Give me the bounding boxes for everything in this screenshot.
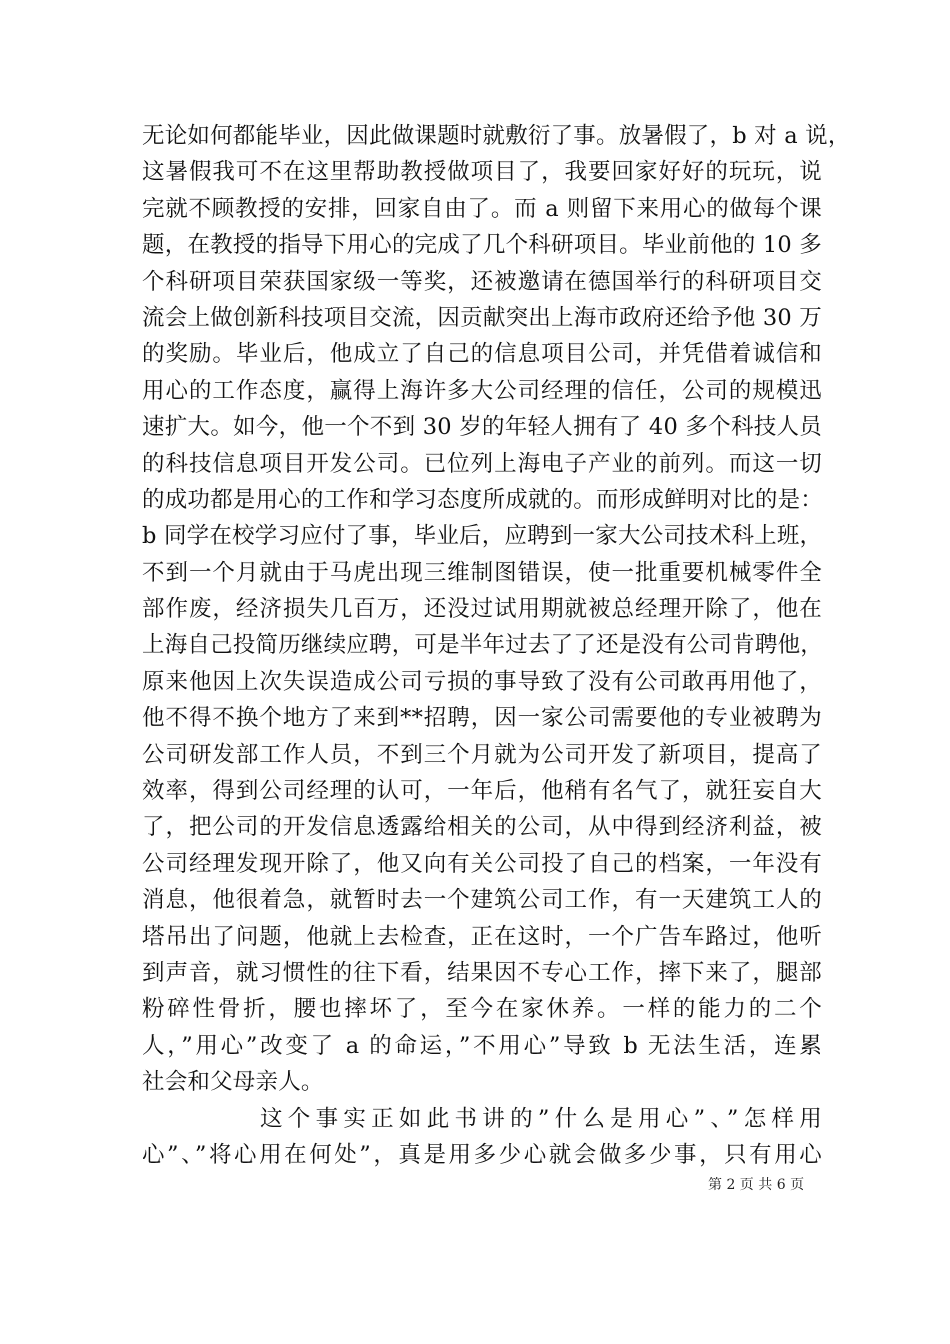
text-line: 人，”用心”改变了 a 的命运，”不用心”导致 b 无法生活，连累	[142, 1032, 822, 1059]
text-line: 粉碎性骨折，腰也摔坏了，至今在家休养。一样的能力的二个	[142, 996, 822, 1023]
text-line: 无论如何都能毕业，因此做课题时就敷衍了事。放暑假了，b 对 a 说，	[142, 123, 851, 149]
text-line: 塔吊出了问题，他就上去检查，正在这时，一个广告车路过，他听	[142, 923, 822, 950]
text-line: 上海自己投简历继续应聘，可是半年过去了了还是没有公司肯聘他，	[142, 632, 824, 659]
page-number-footer: 第 2 页 共 6 页	[708, 1177, 805, 1193]
text-line: 的科技信息项目开发公司。已位列上海电子产业的前列。而这一切	[142, 450, 822, 477]
text-line: 速扩大。如今，他一个不到 30 岁的年轻人拥有了 40 多个科技人员	[142, 414, 822, 441]
text-line: 的奖励。毕业后，他成立了自己的信息项目公司，并凭借着诚信和	[142, 341, 822, 368]
text-line: 了，把公司的开发信息透露给相关的公司，从中得到经济利益，被	[142, 814, 822, 841]
paragraph-1	[142, 118, 851, 1101]
text-line: 他不得不换个地方了来到**招聘，因一家公司需要他的专业被聘为	[142, 705, 822, 732]
text-line: b 同学在校学习应付了事，毕业后，应聘到一家大公司技术科上班，	[142, 523, 823, 550]
text-line: 到声音，就习惯性的往下看，结果因不专心工作，摔下来了，腿部	[142, 959, 822, 986]
text-line: 这暑假我可不在这里帮助教授做项目了，我要回家好好的玩玩，说	[142, 159, 822, 186]
text-line: 消息，他很着急，就暂时去一个建筑公司工作，有一天建筑工人的	[142, 887, 822, 914]
text-line: 不到一个月就由于马虎出现三维制图错误，使一批重要机械零件全	[142, 559, 822, 586]
text-line: 效率，得到公司经理的认可，一年后，他稍有名气了，就狂妄自大	[142, 778, 822, 805]
text-line: 原来他因上次失误造成公司亏损的事导致了没有公司敢再用他了，	[142, 668, 822, 695]
paragraph-2	[142, 1101, 822, 1174]
text-line: 完就不顾教授的安排，回家自由了。而 a 则留下来用心的做每个课	[142, 195, 822, 222]
body-text	[142, 118, 851, 1173]
text-line: 个科研项目荣获国家级一等奖，还被邀请在德国举行的科研项目交	[142, 268, 822, 295]
text-line: 用心的工作态度，赢得上海许多大公司经理的信任，公司的规模迅	[142, 377, 822, 404]
text-line: 部作废，经济损失几百万，还没过试用期就被总经理开除了，他在	[142, 596, 822, 623]
text-line: 题，在教授的指导下用心的完成了几个科研项目。毕业前他的 10 多	[142, 232, 822, 259]
text-line: 这个事实正如此书讲的”什么是用心”、”怎样用	[260, 1105, 822, 1132]
text-line: 心”、”将心用在何处”，真是用多少心就会做多少事，只有用心	[142, 1141, 822, 1168]
text-line: 公司研发部工作人员，不到三个月就为公司开发了新项目，提高了	[142, 741, 822, 768]
text-line: 社会和父母亲人。	[142, 1069, 324, 1096]
text-line: 公司经理发现开除了，他又向有关公司投了自己的档案，一年没有	[142, 850, 822, 877]
text-line: 的成功都是用心的工作和学习态度所成就的。而形成鲜明对比的是：	[142, 486, 824, 513]
text-line: 流会上做创新科技项目交流，因贡献突出上海市政府还给予他 30 万	[142, 304, 822, 331]
